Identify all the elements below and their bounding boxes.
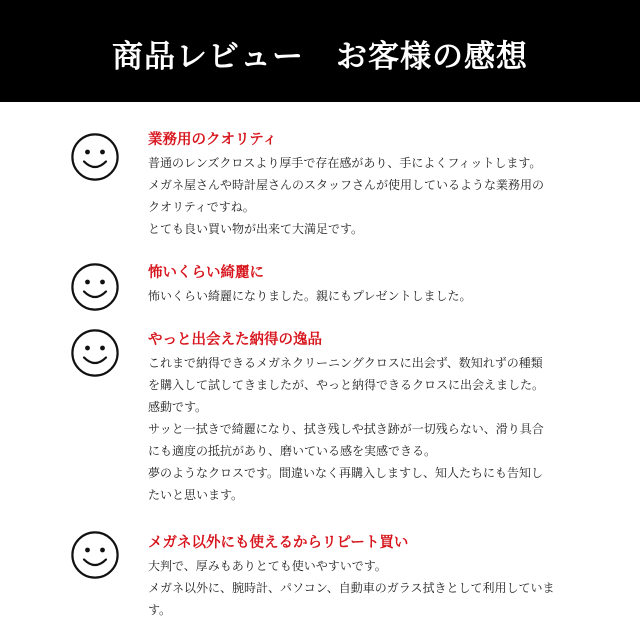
review-text-line: 感動です。 bbox=[148, 400, 208, 414]
smiley-face-icon bbox=[71, 531, 119, 579]
review-text-line: とても良い買い物が出来て大満足です。 bbox=[148, 222, 364, 236]
review-title: メガネ以外にも使えるからリピート買い bbox=[148, 535, 409, 551]
review-body bbox=[148, 555, 554, 621]
review-text-line: す。 bbox=[148, 603, 172, 617]
smiley-face-icon bbox=[71, 133, 119, 181]
review-text-line: を購入して試してきましたが、やっと納得できるクロスに出会えました。 bbox=[148, 378, 545, 392]
review-body bbox=[148, 285, 472, 307]
review-text-line: メガネ以外に、腕時計、パソコン、自動車のガラス拭きとして利用していま bbox=[148, 581, 555, 595]
review-text-line: 夢のようなクロスです。間違いなく再購入しますし、知人たちにも告知し bbox=[148, 466, 544, 480]
header-banner bbox=[0, 0, 640, 102]
review-text-line: クオリティですね。 bbox=[148, 200, 255, 214]
smiley-face-icon bbox=[71, 263, 119, 311]
page-title: 商品レビュー お客様の感想 bbox=[112, 39, 528, 75]
review-text-line: 怖いくらい綺麗になりました。親にもプレゼントしました。 bbox=[148, 289, 472, 303]
review-text-line: メガネ屋さんや時計屋さんのスタッフさんが使用しているような業務用の bbox=[148, 178, 545, 192]
review-body bbox=[148, 152, 544, 240]
smiley-face-icon bbox=[71, 329, 119, 377]
review-title: やっと出会えた納得の逸品 bbox=[148, 332, 322, 348]
review-text-line: これまで納得できるメガネクリーニングクロスに出会ず、数知れずの種類 bbox=[148, 356, 543, 370]
review-title: 業務用のクオリティ bbox=[148, 132, 278, 148]
review-body bbox=[148, 352, 544, 506]
review-text-line: 大判で、厚みもありとても使いやすいです。 bbox=[148, 559, 387, 573]
review-text-line: 普通のレンズクロスより厚手で存在感があり、手によくフィットします。 bbox=[148, 156, 542, 170]
review-text-line: サッと一拭きで綺麗になり、拭き残しや拭き跡が一切残らない、滑り具合 bbox=[148, 422, 544, 436]
review-text-line: にも適度の抵抗があり、磨いている感を実感できる。 bbox=[148, 444, 437, 458]
review-text-line: たいと思います。 bbox=[148, 488, 244, 502]
review-title: 怖いくらい綺麗に bbox=[148, 265, 264, 281]
